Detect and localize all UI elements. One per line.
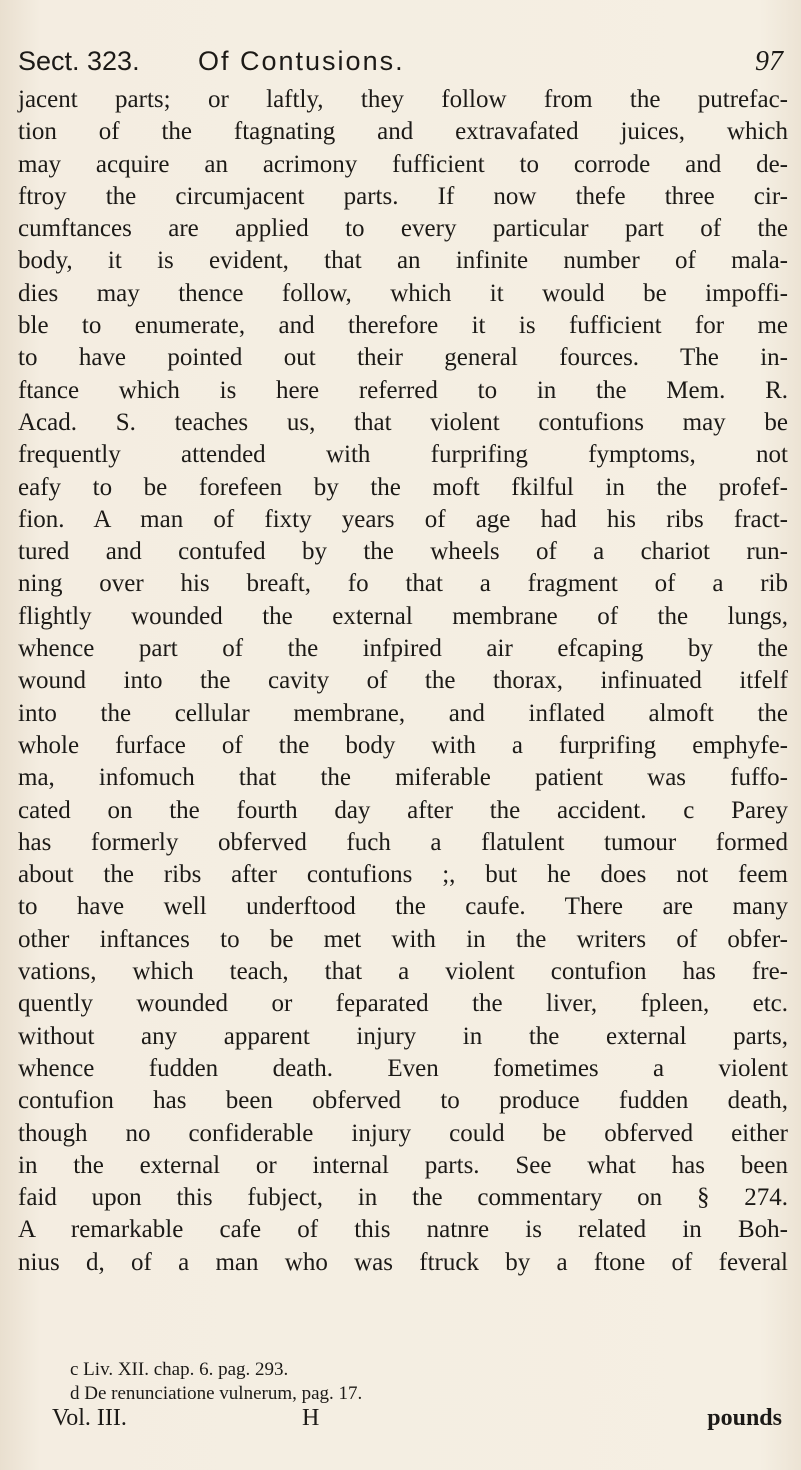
text-line: into the cellular membrane, and inflated almoft the [18, 699, 788, 727]
text-line: Acad. S. teaches us, that violent contufions may be [18, 408, 788, 436]
text-line: has formerly obferved fuch a flatulent tumour formed [18, 828, 788, 856]
text-line: to have pointed out their general fources. The in- [18, 344, 788, 372]
text-line: though no confiderable injury could be obferved either [18, 1119, 788, 1147]
text-line: eafy to be forefeen by the moft fkilful in the profef- [18, 473, 788, 501]
text-line: ning over his breaft, fo that a fragment of a rib [18, 570, 788, 598]
text-line: tion of the ftagnating and extravafated juices, which [18, 118, 788, 146]
footnote: d De renunciatione vulnerum, pag. 17. [70, 1383, 363, 1404]
text-line: tured and contufed by the wheels of a chariot run- [18, 538, 788, 566]
page-footer [52, 1405, 782, 1439]
section-number: Sect. 323. [18, 46, 140, 76]
text-line: in the external or internal parts. See what has been [18, 1151, 788, 1179]
running-header [18, 46, 783, 86]
text-line: body, it is evident, that an infinite number of mala- [18, 247, 788, 275]
signature-mark: H [302, 1405, 320, 1431]
text-line: to have well underftood the caufe. There are many [18, 893, 788, 921]
text-line: other inftances to be met with in the writers of obfer- [18, 925, 788, 953]
text-line: quently wounded or feparated the liver, fpleen, etc. [18, 990, 788, 1018]
text-line: nius d, of a man who was ftruck by a ftone of feveral [18, 1248, 788, 1276]
text-line: ma, infomuch that the miferable patient was fuffo- [18, 764, 788, 792]
text-line: A remarkable cafe of this natnre is related in Boh- [18, 1216, 788, 1244]
text-line: ftance which is here referred to in the Mem. R. [18, 376, 788, 404]
text-line: cated on the fourth day after the accident. c Parey [18, 796, 788, 824]
volume-label: Vol. III. [52, 1405, 127, 1431]
text-line: flightly wounded the external membrane of the lungs, [18, 602, 788, 630]
text-line: faid upon this fubject, in the commentary on § 274. [18, 1184, 788, 1212]
text-line: ble to enumerate, and therefore it is fufficient for me [18, 312, 788, 340]
text-line: ftroy the circumjacent parts. If now thefe three cir- [18, 182, 788, 210]
catchword: pounds [707, 1405, 782, 1431]
text-line: whole furface of the body with a furprifing emphyfe- [18, 731, 788, 759]
text-line: vations, which teach, that a violent contufion has fre- [18, 958, 788, 986]
footnotes [70, 1358, 770, 1406]
text-line: whence fudden death. Even fometimes a violent [18, 1054, 788, 1082]
text-line: cumftances are applied to every particular part of the [18, 215, 788, 243]
text-line: without any apparent injury in the external parts, [18, 1022, 788, 1050]
text-line: contufion has been obferved to produce fudden death, [18, 1087, 788, 1115]
text-line: may acquire an acrimony fufficient to corrode and de- [18, 150, 788, 178]
running-title: Of Contusions. [198, 46, 405, 76]
text-line: wound into the cavity of the thorax, infinuated itfelf [18, 667, 788, 695]
text-line: jacent parts; or laftly, they follow from the putrefac- [18, 86, 788, 113]
text-line: whence part of the infpired air efcaping by the [18, 635, 788, 663]
text-line: dies may thence follow, which it would be impoffi- [18, 279, 788, 307]
body-text [18, 84, 788, 1279]
text-line: frequently attended with furprifing fymptoms, not [18, 441, 788, 469]
footnote: c Liv. XII. chap. 6. pag. 293. [70, 1359, 289, 1380]
text-line: fion. A man of fixty years of age had his ribs fract- [18, 505, 788, 533]
text-line: about the ribs after contufions ;, but he does not feem [18, 861, 788, 889]
page-number: 97 [755, 46, 783, 77]
